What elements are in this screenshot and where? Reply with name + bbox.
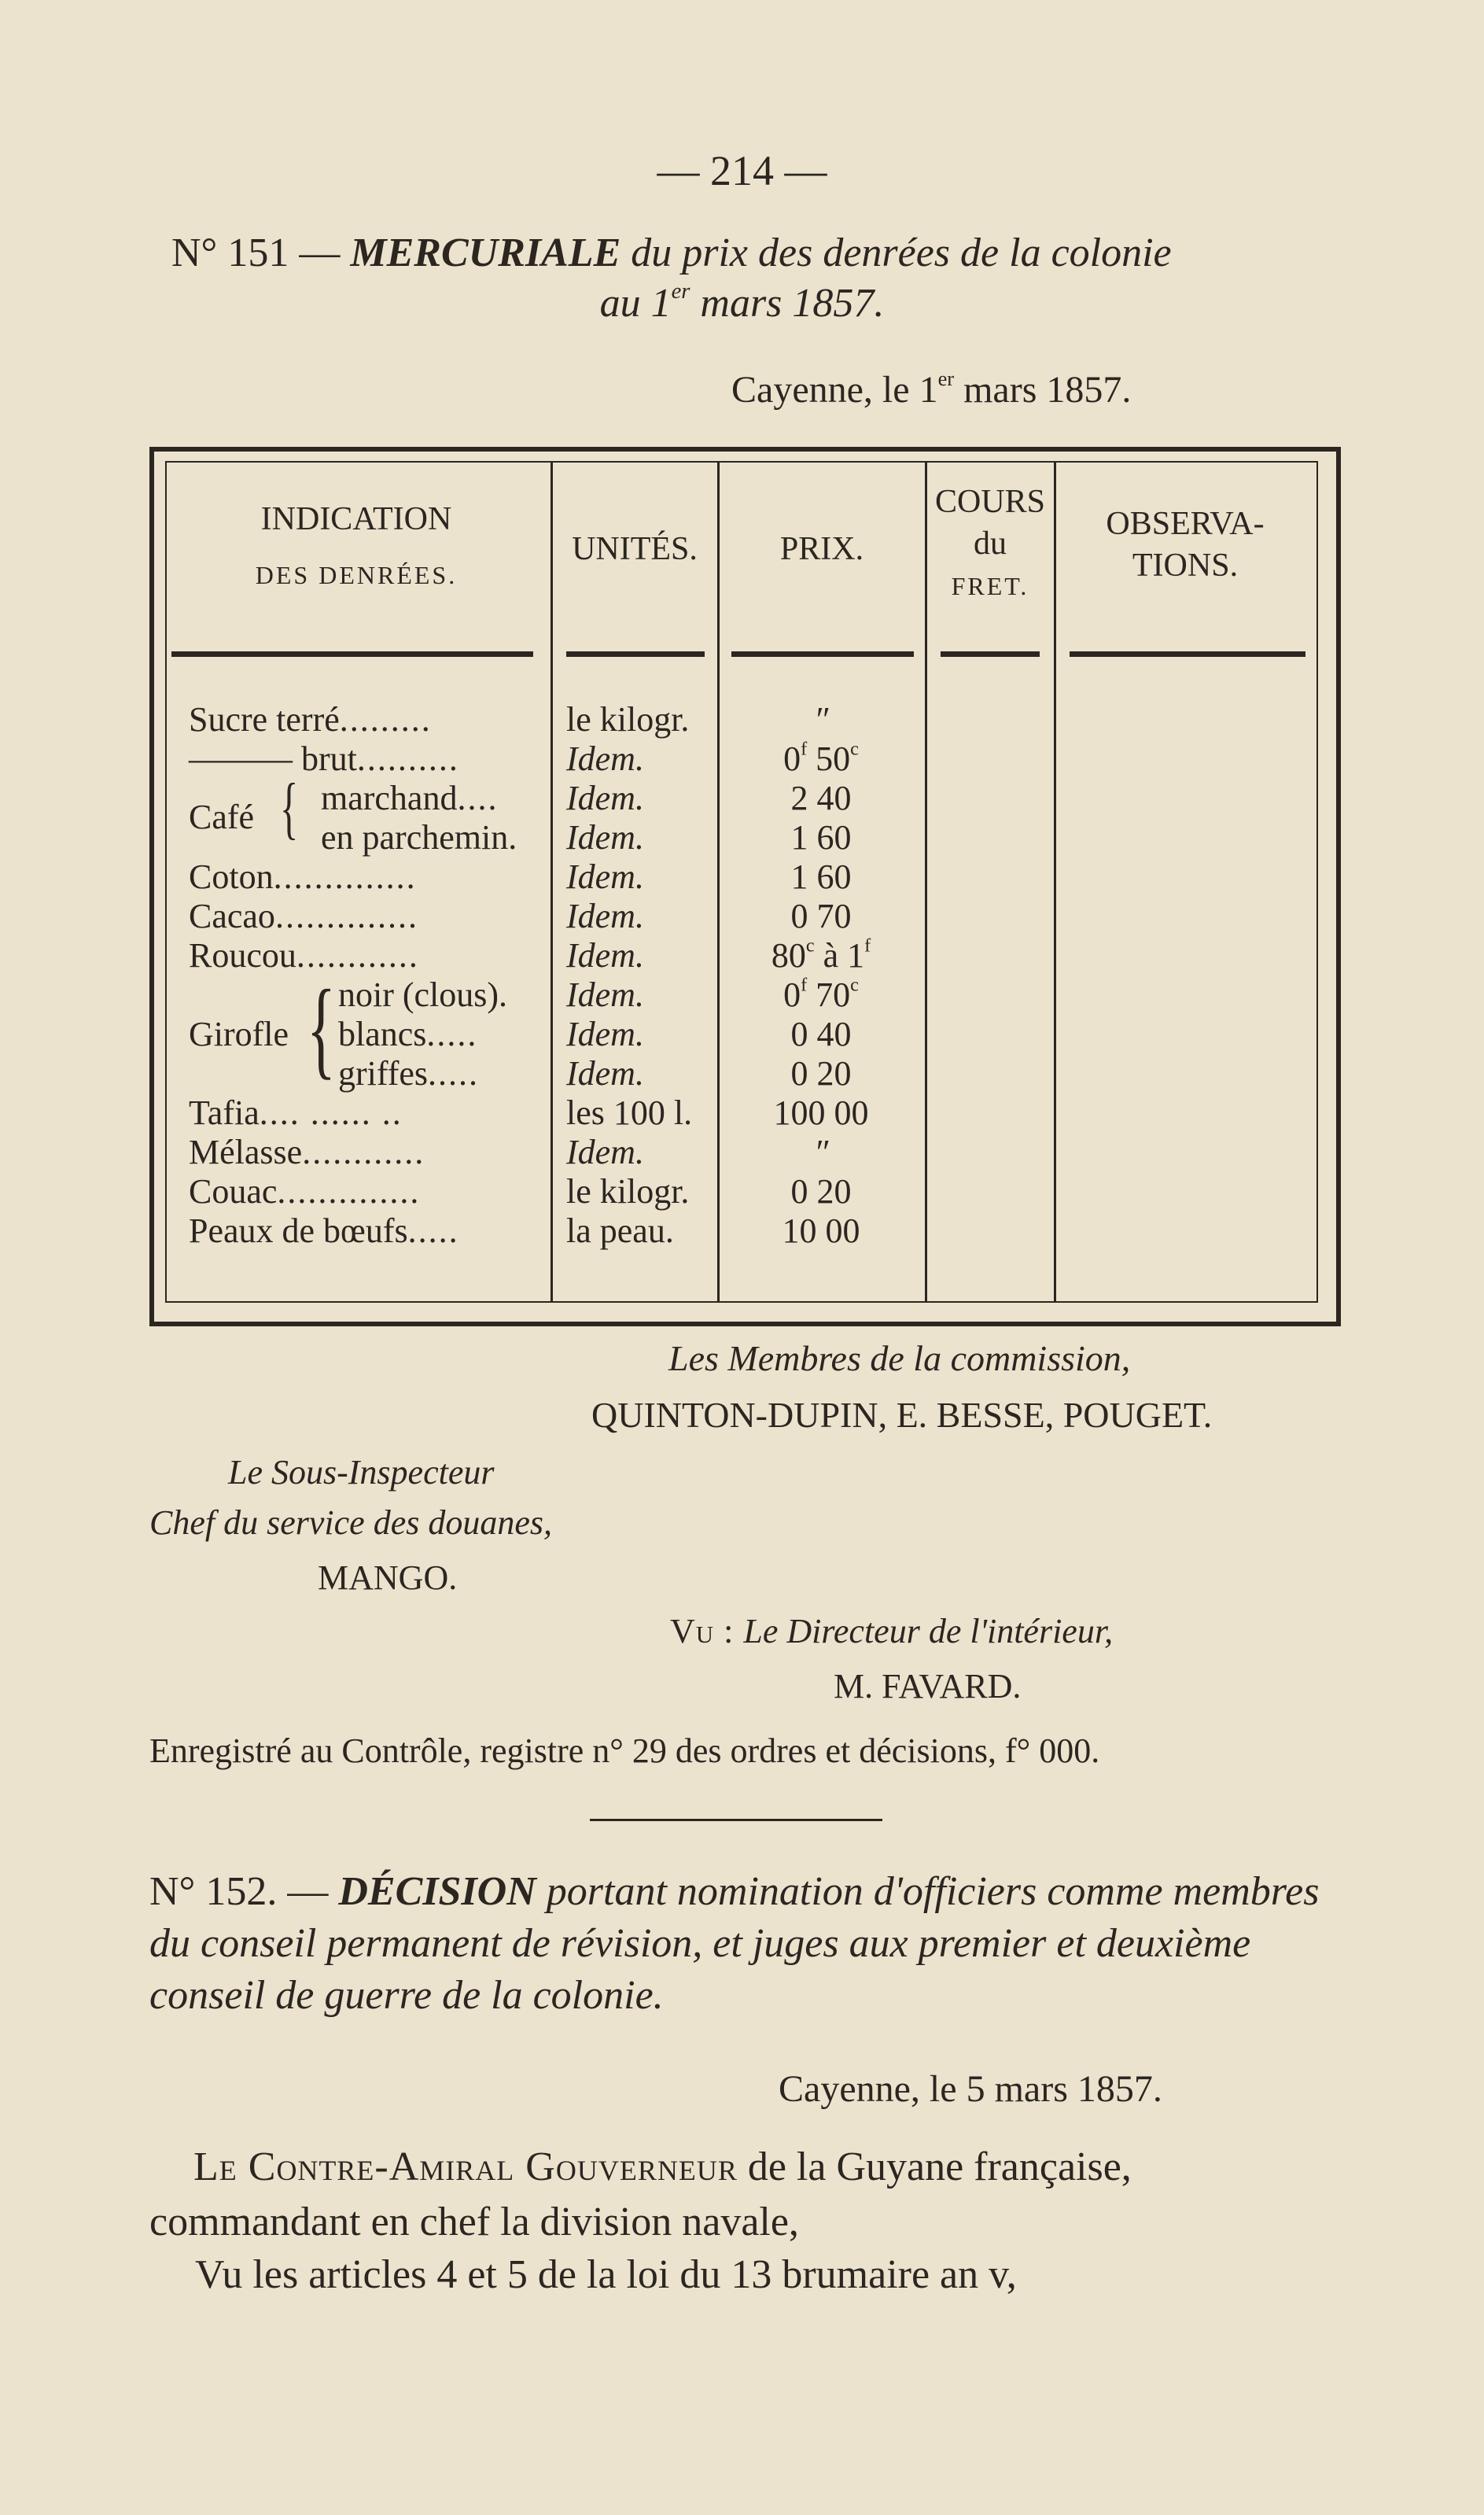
title-151-emphasis: MERCURIALE (350, 230, 621, 275)
header-obs-line1: OBSERVA- (1106, 506, 1265, 542)
date-151-a: Cayenne, le 1 (731, 369, 938, 411)
members-label: Les Membres de la commission, (668, 1338, 1131, 1378)
leader-dots: .............. (273, 857, 417, 896)
item-label: ——— brut (189, 739, 357, 778)
price-part: 70 (807, 975, 851, 1014)
table-row-item (189, 897, 418, 936)
header-rule (731, 651, 914, 657)
table-row-item (321, 818, 517, 857)
brace-icon: { (280, 770, 299, 846)
table-row-unit: le kilogr. (566, 700, 690, 739)
title-152-number: N° 152. — (149, 1869, 339, 1914)
table-row-unit: le kilogr. (566, 1172, 690, 1211)
price-sup: f (864, 935, 871, 957)
leader-dots: ..... (428, 1054, 480, 1093)
item-label: Sucre terré (189, 700, 340, 739)
table-row-price: 100 00 (773, 1093, 869, 1132)
table-row-unit: les 100 l. (566, 1093, 693, 1132)
leader-dots: ..... (407, 1211, 459, 1250)
document-151-title (171, 230, 1351, 276)
signatory-favard: M. FAVARD. (834, 1667, 1022, 1706)
table-row-price: ″ (813, 1133, 829, 1171)
sous-inspecteur-label: Le Sous-Inspecteur (228, 1453, 495, 1492)
header-obs-line2: TIONS. (1132, 547, 1239, 584)
section-divider (590, 1819, 882, 1821)
table-row-price: 1 60 (790, 857, 852, 896)
price-sup: f (801, 738, 808, 760)
table-row-item (189, 857, 417, 897)
table-row-price: 10 00 (782, 1211, 860, 1250)
chef-service-label: Chef du service des douanes, (149, 1503, 552, 1542)
table-row-item (189, 1093, 403, 1133)
table-row-item (189, 1172, 420, 1211)
item-label: noir (clous). (338, 975, 508, 1014)
item-label: en parchemin. (321, 818, 517, 857)
price-part: 80 (771, 936, 806, 975)
registration-note: Enregistré au Contrôle, registre n° 29 des ordres et décisions, f° 000. (149, 1731, 1100, 1770)
item-label: Mélasse (189, 1133, 303, 1171)
price-part: 50 (807, 739, 851, 778)
item-label: Roucou (189, 936, 296, 975)
date-151-sup: er (937, 366, 955, 390)
governor-rest: de la Guyane française, commandant en chef la division navale, (149, 2144, 1132, 2244)
document-151-title-line2 (0, 280, 1484, 326)
leader-dots: ......... (339, 700, 432, 739)
leader-dots: .... (457, 779, 499, 817)
table-row-unit: Idem. (566, 936, 644, 975)
leader-dots: .......... (356, 739, 459, 778)
item-label: blancs (338, 1015, 427, 1053)
price-table (149, 447, 1341, 1326)
table-row-price: ″ (813, 700, 829, 739)
table-row-unit: la peau. (566, 1211, 674, 1250)
item-label: Cacao (189, 897, 275, 935)
header-rule (171, 651, 533, 657)
table-row-unit: Idem. (566, 975, 644, 1014)
title-151-line2-sup: er (671, 279, 690, 304)
price-sup: c (850, 974, 859, 996)
table-row-unit: Idem. (566, 897, 644, 935)
table-row-unit: Idem. (566, 1015, 644, 1053)
table-row-price: 1 60 (790, 818, 852, 857)
price-sup: f (801, 974, 808, 996)
item-label: griffes (338, 1054, 429, 1093)
table-row-unit: Idem. (566, 1133, 644, 1171)
table-row-item (189, 1211, 459, 1251)
table-row-price: 0 20 (790, 1054, 852, 1093)
price-part: à 1 (814, 936, 865, 975)
header-cours-line1: COURS (934, 484, 1046, 520)
brace-icon: { (307, 968, 336, 1090)
leader-dots: ..... (426, 1015, 478, 1053)
table-row-item (189, 739, 459, 779)
group-label-girofle: Girofle (189, 1015, 289, 1053)
leader-dots: ............ (296, 936, 419, 975)
table-row-item (338, 1054, 479, 1093)
header-rule (1070, 651, 1305, 657)
page-number: — 214 — (657, 147, 827, 194)
table-row-price (728, 975, 914, 1015)
column-divider (551, 463, 553, 1303)
item-label: marchand (321, 779, 458, 817)
item-label: Peaux de bœufs (189, 1211, 408, 1250)
table-row-item (338, 1015, 477, 1054)
title-152-rest: portant nomination d'officiers comme membres du conseil permanent de révision, et juges aux premier et deuxième conseil de guerre de la colonie. (149, 1869, 1320, 2018)
leader-dots: .............. (277, 1172, 421, 1211)
header-observations (1055, 503, 1315, 586)
title-152-emphasis: DÉCISION (338, 1869, 536, 1914)
paragraph-governor (149, 2140, 1345, 2250)
table-row-price (728, 936, 914, 975)
header-indication-line2: DES DENRÉES. (255, 560, 458, 589)
header-unites: UNITÉS. (572, 531, 698, 567)
table-row-item (189, 700, 432, 739)
price-sup: c (850, 738, 859, 760)
title-151-line2-a: au 1 (599, 281, 672, 326)
vu-rest: Le Directeur de l'intérieur, (743, 1612, 1114, 1650)
price-part: 0 (783, 739, 801, 778)
price-part: 0 (783, 975, 801, 1014)
document-151-date (731, 368, 1219, 411)
vu-prefix: Vu : (670, 1612, 744, 1650)
governor-title: Le Contre-Amiral Gouverneur (193, 2144, 738, 2189)
item-label: Coton (189, 857, 274, 896)
header-cours-line3: FRET. (951, 572, 1029, 600)
table-row-unit: Idem. (566, 857, 644, 896)
leader-dots: .... ...... .. (259, 1093, 403, 1132)
table-row-unit: Idem. (566, 739, 644, 778)
item-label: Couac (189, 1172, 278, 1211)
date-151-b: mars 1857. (954, 369, 1132, 411)
price-sup: c (805, 935, 815, 957)
table-row-price: 2 40 (790, 779, 852, 817)
table-row-item (189, 1133, 425, 1172)
table-row-price: 0 40 (790, 1015, 852, 1053)
item-label: Tafia (189, 1093, 260, 1132)
header-rule (566, 651, 705, 657)
signatory-mango: MANGO. (318, 1558, 458, 1597)
table-row-unit: Idem. (566, 779, 644, 817)
title-151-number: N° 151 — (171, 230, 351, 275)
document-152-date: Cayenne, le 5 mars 1857. (779, 2068, 1162, 2110)
vu-line (670, 1611, 1113, 1651)
header-prix: PRIX. (779, 531, 864, 567)
members-names: QUINTON-DUPIN, E. BESSE, POUGET. (591, 1395, 1213, 1435)
leader-dots: .............. (274, 897, 418, 935)
table-row-item (321, 779, 498, 818)
header-cours (926, 481, 1054, 606)
title-151-rest: du prix des denrées de la colonie (620, 230, 1172, 275)
header-indication-line1: INDICATION (260, 501, 452, 537)
table-row-item (189, 936, 419, 975)
table-row-unit: Idem. (566, 1054, 644, 1093)
table-row-price (728, 739, 914, 779)
table-row-unit: Idem. (566, 818, 644, 857)
title-151-line2-b: mars 1857. (690, 281, 885, 326)
paragraph-vu-articles: Vu les articles 4 et 5 de la loi du 13 brumaire an v, (195, 2252, 1017, 2297)
leader-dots: ............ (302, 1133, 425, 1171)
table-row-item (338, 975, 507, 1015)
group-label-cafe: Café (189, 798, 255, 836)
header-indication (171, 499, 541, 594)
table-row-price: 0 70 (790, 897, 852, 935)
document-152-title (149, 1866, 1345, 2022)
header-rule (941, 651, 1040, 657)
column-divider (1054, 463, 1056, 1303)
table-row-price: 0 20 (790, 1172, 852, 1211)
header-cours-line2: du (974, 525, 1007, 562)
